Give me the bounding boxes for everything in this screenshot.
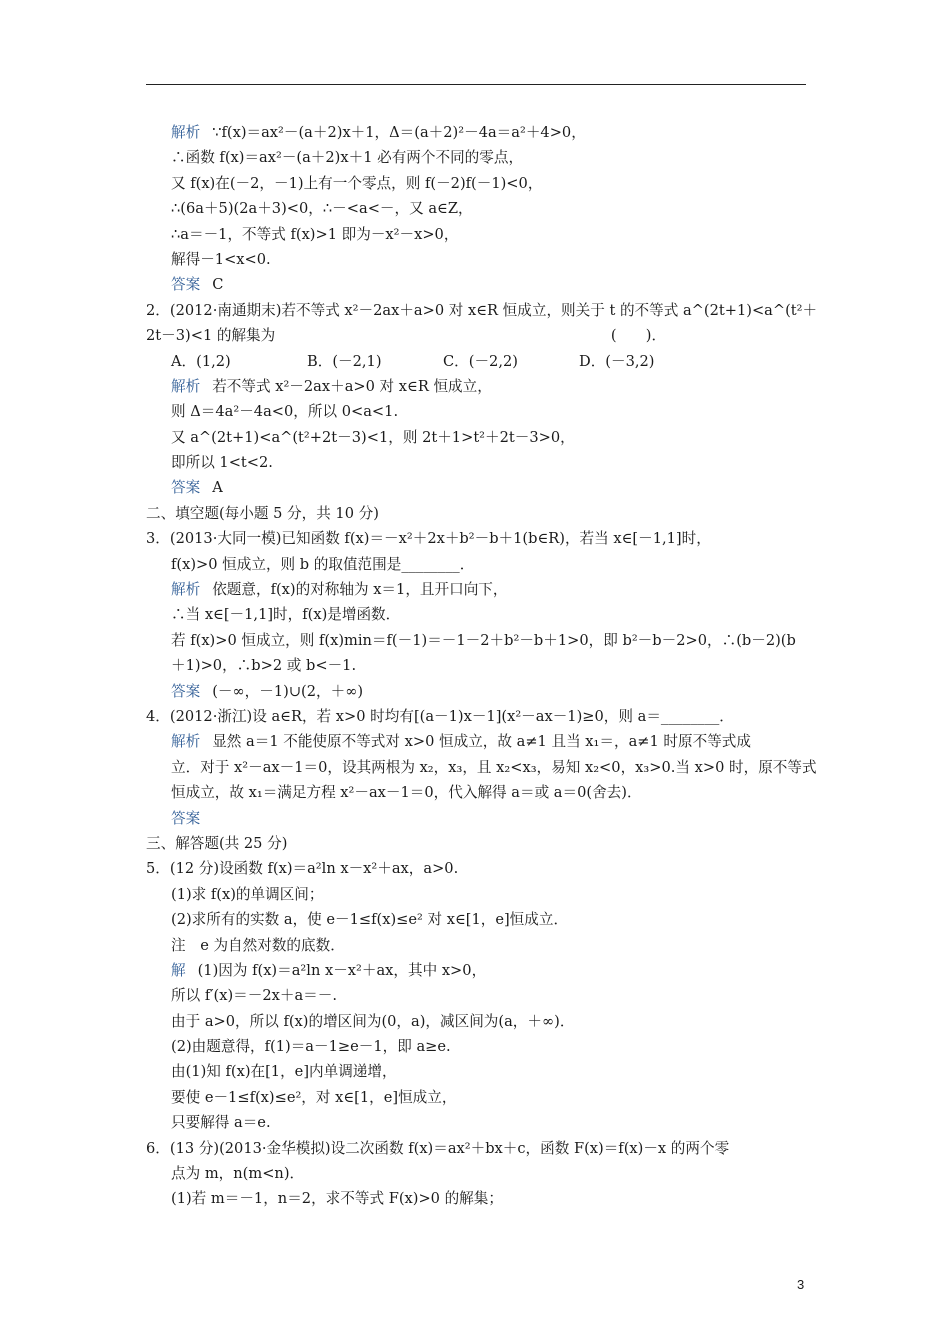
text-line [146, 145, 812, 170]
line-text: 若不等式 x²－2ax＋a>0 对 x∈R 恒成立， [212, 377, 492, 395]
text-line [146, 806, 812, 831]
text-line [146, 298, 818, 323]
line-text: (2)求所有的实数 a，使 e－1≤f(x)≤e² 对 x∈[1，e]恒成立． [171, 911, 569, 929]
text-line [146, 450, 812, 475]
text-line [146, 653, 812, 678]
text-line [146, 1009, 812, 1034]
text-line [146, 120, 812, 145]
answer-option: B．(－2,1) [307, 352, 382, 370]
line-text: 4．(2012·浙江)设 a∈R，若 x>0 时均有[(a－1)x－1](x²－ax－1)≥0，则 a＝________． [146, 707, 734, 725]
line-text: ∵f(x)＝ax²－(a＋2)x＋1，Δ＝(a＋2)²－4a＝a²＋4>0， [212, 124, 586, 141]
text-line [146, 729, 812, 754]
line-text: (－∞，－1)∪(2，＋∞) [212, 682, 364, 700]
section-tag: 答案 [171, 276, 201, 294]
line-text: ∴(6a＋5)(2a＋3)<0，∴－<a<－，又 a∈Z， [171, 200, 473, 218]
page-number: 3 [797, 1277, 805, 1292]
section-tag: 答案 [171, 682, 201, 700]
text-line [146, 602, 812, 627]
line-text: 3．(2013·大同一模)已知函数 f(x)＝－x²＋2x＋b²－b＋1(b∈R)，若当 x∈[－1,1]时， [146, 530, 711, 548]
text-line [146, 755, 817, 780]
line-text: 5．(12 分)设函数 f(x)＝a²ln x－x²＋ax，a>0. [146, 860, 459, 878]
section-tag: 解析 [171, 581, 201, 599]
line-text: (1)求 f(x)的单调区间； [171, 885, 324, 903]
line-text: 恒成立，故 x₁＝满足方程 x²－ax－1＝0，代入解得 a＝或 a＝0(舍去)． [171, 784, 642, 802]
line-text: (1)若 m＝－1，n＝2，求不等式 F(x)>0 的解集； [171, 1190, 503, 1208]
line-text: ∴当 x∈[－1,1]时，f(x)是增函数． [171, 606, 401, 624]
text-line [146, 628, 812, 653]
line-text: 2．(2012·南通期末)若不等式 x²－2ax＋a>0 对 x∈R 恒成立，则关于 t 的不等式 a^(2t+1)<a^(t²＋ [146, 301, 818, 319]
line-text: 则 Δ＝4a²－4a<0，所以 0<a<1. [171, 403, 399, 421]
text-line [146, 1059, 812, 1084]
text-line [146, 349, 812, 374]
line-text: 显然 a＝1 不能使原不等式对 x>0 恒成立，故 a≠1 且当 x₁＝，a≠1 时原不等式成 [212, 733, 751, 751]
text-line [146, 526, 812, 551]
line-text: 解得－1<x<0. [171, 250, 271, 268]
line-text: 要使 e－1≤f(x)≤e²，对 x∈[1，e]恒成立， [171, 1088, 457, 1106]
answer-option: A．(1,2) [171, 352, 231, 370]
line-text: f(x)>0 恒成立，则 b 的取值范围是________． [171, 555, 475, 573]
line-text: 依题意，f(x)的对称轴为 x＝1，且开口向下， [212, 581, 508, 599]
document-body [146, 120, 818, 1212]
line-text: 二、填空题(每小题 5 分，共 10 分) [146, 504, 379, 522]
header-rule [146, 84, 806, 85]
text-line [146, 323, 812, 348]
text-line [146, 933, 812, 958]
text-line [146, 679, 812, 704]
section-tag: 答案 [171, 809, 201, 827]
line-text: 所以 f′(x)＝－2x＋a＝－. [171, 987, 337, 1005]
line-text: 又 a^(2t+1)<a^(t²+2t－3)<1，则 2t＋1>t²＋2t－3>0， [171, 428, 575, 446]
answer-option: C．(－2,2) [443, 352, 518, 370]
line-text: ＋1)>0，∴b>2 或 b<－1. [171, 657, 357, 675]
line-text: 点为 m，n(m<n)． [171, 1165, 305, 1183]
line-text: 只要解得 a＝e. [171, 1114, 271, 1132]
text-line [146, 983, 812, 1008]
text-line [146, 780, 812, 805]
line-text: 立．对于 x²－ax－1＝0，设其两根为 x₂，x₃，且 x₂<x₃，易知 x₂<0，x₃>0.当 x>0 时，原不等式 [171, 758, 817, 776]
text-line [146, 907, 812, 932]
text-line [146, 501, 812, 526]
text-line [146, 1186, 812, 1211]
line-text: C [212, 276, 224, 294]
line-text: 又 f(x)在(－2，－1)上有一个零点，则 f(－2)f(－1)<0， [171, 174, 543, 192]
text-line [146, 399, 812, 424]
text-line [146, 475, 812, 500]
text-line [146, 171, 812, 196]
text-line [146, 1034, 812, 1059]
line-text: 即所以 1<t<2. [171, 454, 273, 472]
text-line [146, 1161, 812, 1186]
line-text: 若 f(x)>0 恒成立，则 f(x)min＝f(－1)＝－1－2＋b²－b＋1>0，即 b²－b－2>0，∴(b－2)(b [171, 631, 796, 649]
text-line [146, 552, 812, 577]
line-text: 由于 a>0，所以 f(x)的增区间为(0，a)，减区间为(a，＋∞)． [171, 1012, 575, 1030]
text-line [146, 856, 812, 881]
section-tag: 解 [171, 961, 186, 979]
text-line [146, 247, 812, 272]
line-text: (2)由题意得，f(1)＝a－1≥e－1，即 a≥e. [171, 1038, 451, 1056]
text-line [146, 374, 812, 399]
line-text: ∴函数 f(x)＝ax²－(a＋2)x＋1 必有两个不同的零点， [171, 149, 524, 167]
line-text: A [212, 479, 223, 497]
text-line [146, 831, 812, 856]
section-tag: 解析 [171, 377, 201, 395]
line-text: 2t－3)<1 的解集为 ( )． [146, 327, 667, 345]
text-line [146, 1136, 812, 1161]
line-text: 6．(13 分)(2013·金华模拟)设二次函数 f(x)＝ax²＋bx＋c，函数 F(x)＝f(x)－x 的两个零 [146, 1139, 730, 1157]
text-line [146, 222, 812, 247]
line-text: 三、解答题(共 25 分) [146, 834, 288, 852]
section-tag: 解析 [171, 124, 201, 141]
section-tag: 解析 [171, 733, 201, 751]
text-line [146, 882, 812, 907]
text-line [146, 196, 812, 221]
text-line [146, 1110, 812, 1135]
answer-option: D．(－3,2) [579, 352, 655, 370]
text-line [146, 704, 812, 729]
line-text: ∴a＝－1，不等式 f(x)>1 即为－x²－x>0， [171, 225, 459, 243]
line-text: (1)因为 f(x)＝a²ln x－x²＋ax，其中 x>0， [197, 961, 487, 979]
section-tag: 答案 [171, 479, 201, 497]
text-line [146, 272, 812, 297]
line-text: 由(1)知 f(x)在[1，e]内单调递增， [171, 1063, 397, 1081]
text-line [146, 958, 812, 983]
line-text: 注 e 为自然对数的底数． [171, 936, 345, 954]
text-line [146, 425, 812, 450]
text-line [146, 1085, 812, 1110]
text-line [146, 577, 812, 602]
